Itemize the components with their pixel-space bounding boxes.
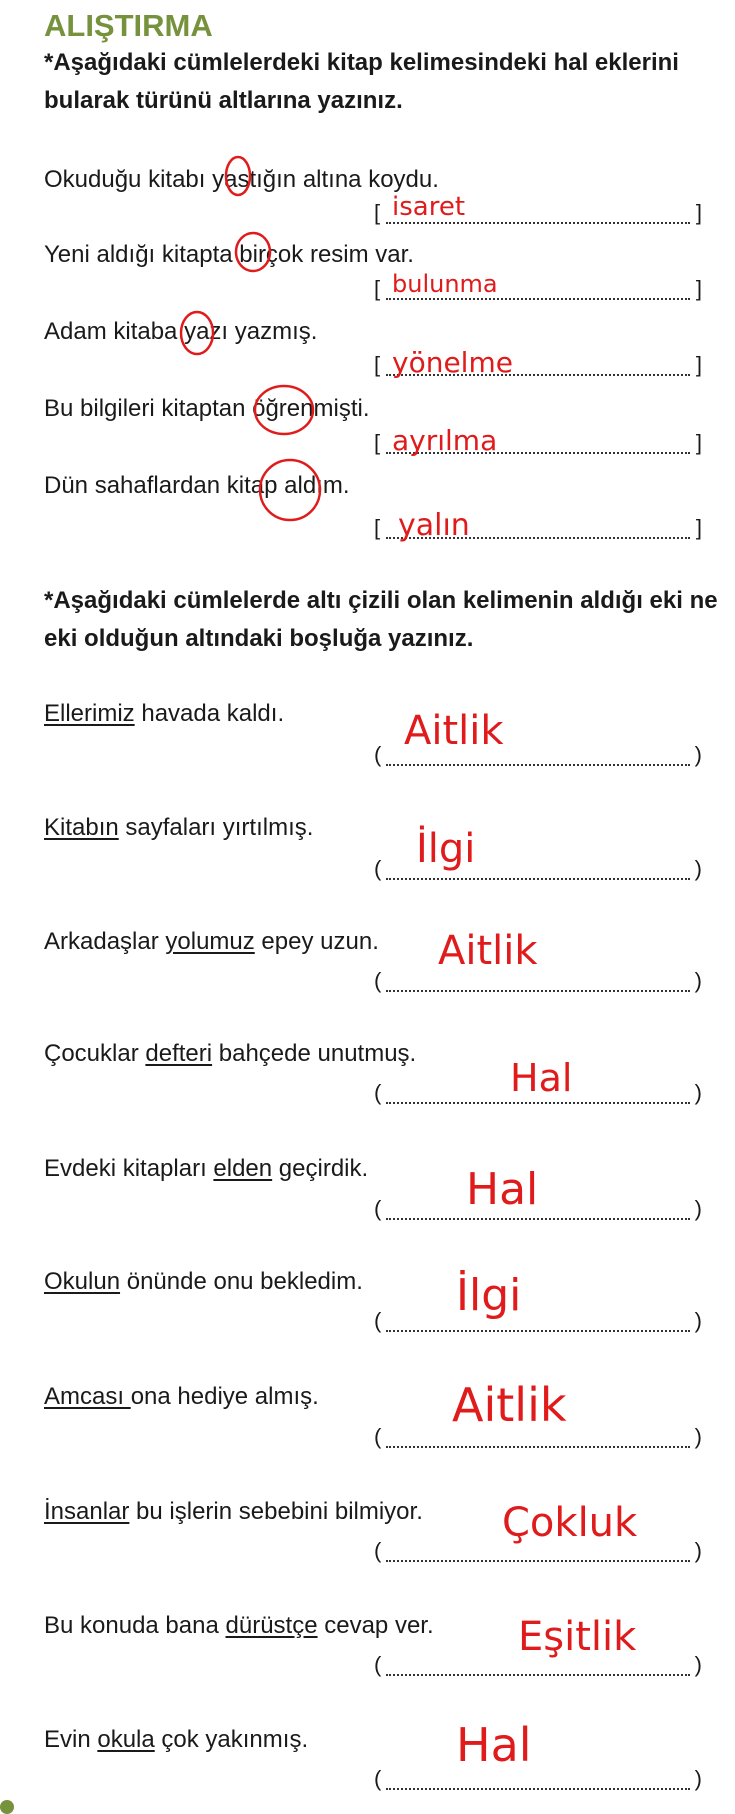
underlined-word: Okulun xyxy=(44,1268,121,1295)
sentence-2-10 xyxy=(44,1726,308,1754)
sentence-before: Arkadaşlar xyxy=(44,928,166,955)
underlined-word: İnsanlar xyxy=(44,1498,130,1525)
sentence-after: cevap ver. xyxy=(317,1612,434,1639)
paren-open: ( xyxy=(374,1424,382,1449)
paren-open: ( xyxy=(374,1766,382,1791)
sentence-before: Evdeki kitapları xyxy=(44,1155,214,1182)
sentence-1-3: Adam kitaba yazı yazmış. xyxy=(44,318,318,345)
paren-open: ( xyxy=(374,1538,382,1563)
dotted-line xyxy=(386,1330,690,1332)
dotted-line xyxy=(386,1788,690,1790)
paren-close: ) xyxy=(694,1766,702,1791)
underlined-word: okula xyxy=(97,1726,155,1753)
paren-close: ) xyxy=(694,742,702,767)
bracket-open: [ xyxy=(374,352,381,377)
sentence-2-8 xyxy=(44,1498,423,1526)
handwritten-answer-1-5: yalın xyxy=(398,508,470,543)
sentence-after: önünde onu bekledim. xyxy=(120,1268,363,1295)
dotted-line xyxy=(386,878,690,880)
paren-open: ( xyxy=(374,742,382,767)
dotted-line xyxy=(386,1446,690,1448)
paren-open: ( xyxy=(374,856,382,881)
bracket-close: ] xyxy=(695,200,702,225)
sentence-2-6 xyxy=(44,1268,363,1296)
handwritten-answer-2-3: Aitlik xyxy=(438,928,538,974)
handwritten-answer-2-5: Hal xyxy=(466,1164,539,1215)
sentence-1-5: Dün sahaflardan kitap aldım. xyxy=(44,472,350,499)
sentence-before: Çocuklar xyxy=(44,1040,146,1067)
paren-close: ) xyxy=(694,1196,702,1221)
bracket-open: [ xyxy=(374,430,381,455)
dotted-line xyxy=(386,1560,690,1562)
handwritten-answer-2-1: Aitlik xyxy=(404,708,504,754)
dotted-line xyxy=(386,990,690,992)
dotted-line xyxy=(386,1674,690,1676)
underlined-word: dürüstçe xyxy=(225,1612,318,1639)
instruction-2: *Aşağıdaki cümlelerde altı çizili olan kelimenin aldığı eki ne eki olduğun altındaki boşluğa yazınız. xyxy=(44,587,718,652)
underlined-word: Amcası xyxy=(44,1383,131,1410)
sentence-1-4: Bu bilgileri kitaptan öğrenmişti. xyxy=(44,395,370,422)
sentence-2-3 xyxy=(44,928,379,956)
sentence-after: geçirdik. xyxy=(272,1155,369,1182)
bracket-open: [ xyxy=(374,515,381,540)
paren-open: ( xyxy=(374,968,382,993)
underlined-word: defteri xyxy=(145,1040,213,1067)
underlined-word: yolumuz xyxy=(165,928,255,955)
dotted-line xyxy=(386,1102,690,1104)
dotted-line xyxy=(386,298,690,300)
sentence-2-1 xyxy=(44,700,284,728)
handwritten-answer-1-3: yönelme xyxy=(392,346,513,379)
sentence-after: bu işlerin sebebini bilmiyor. xyxy=(129,1498,423,1525)
answer-blank-2-10[interactable] xyxy=(374,1766,702,1796)
paren-close: ) xyxy=(694,968,702,993)
sentence-1-1: Okuduğu kitabı yastığın altına koydu. xyxy=(44,166,439,193)
handwritten-answer-1-4: ayrılma xyxy=(392,424,498,457)
bracket-close: ] xyxy=(695,515,702,540)
paren-close: ) xyxy=(694,1080,702,1105)
sentence-2-2 xyxy=(44,814,313,842)
paren-close: ) xyxy=(694,1538,702,1563)
paren-close: ) xyxy=(694,1308,702,1333)
page-corner-mark xyxy=(0,1800,14,1814)
bracket-close: ] xyxy=(695,430,702,455)
answer-blank-2-3[interactable] xyxy=(374,968,702,998)
bracket-close: ] xyxy=(695,352,702,377)
underlined-word: elden xyxy=(213,1155,273,1182)
handwritten-answer-1-2: bulunma xyxy=(392,270,498,298)
bracket-open: [ xyxy=(374,276,381,301)
handwritten-answer-2-8: Çokluk xyxy=(502,1500,638,1546)
handwritten-answer-2-4: Hal xyxy=(510,1056,573,1100)
handwritten-answer-2-7: Aitlik xyxy=(452,1378,567,1432)
handwritten-answer-1-1: isaret xyxy=(392,192,466,222)
sentence-after: epey uzun. xyxy=(254,928,379,955)
handwritten-answer-2-9: Eşitlik xyxy=(518,1614,637,1660)
dotted-line xyxy=(386,222,690,224)
sentence-2-7 xyxy=(44,1383,319,1411)
sentence-before: Bu konuda bana xyxy=(44,1612,226,1639)
bracket-open: [ xyxy=(374,200,381,225)
underlined-word: Ellerimiz xyxy=(44,700,135,727)
handwritten-answer-2-10: Hal xyxy=(456,1718,532,1772)
sentence-2-5 xyxy=(44,1155,368,1183)
paren-close: ) xyxy=(694,856,702,881)
paren-open: ( xyxy=(374,1080,382,1105)
dotted-line xyxy=(386,764,690,766)
sentence-2-9 xyxy=(44,1612,434,1640)
page-title: ALIŞTIRMA xyxy=(44,8,213,43)
paren-open: ( xyxy=(374,1196,382,1221)
sentence-after: çok yakınmış. xyxy=(154,1726,309,1753)
sentence-after: havada kaldı. xyxy=(134,700,285,727)
paren-close: ) xyxy=(694,1652,702,1677)
sentence-2-4 xyxy=(44,1040,416,1068)
sentence-after: sayfaları yırtılmış. xyxy=(118,814,314,841)
dotted-line xyxy=(386,1218,690,1220)
paren-open: ( xyxy=(374,1308,382,1333)
sentence-1-2: Yeni aldığı kitapta birçok resim var. xyxy=(44,241,414,268)
answer-blank-2-6[interactable] xyxy=(374,1308,702,1338)
instruction-1: *Aşağıdaki cümlelerdeki kitap kelimesindeki hal eklerini bularak türünü altlarına yazınız. xyxy=(44,49,679,114)
paren-close: ) xyxy=(694,1424,702,1449)
paren-open: ( xyxy=(374,1652,382,1677)
sentence-after: ona hediye almış. xyxy=(130,1383,319,1410)
sentence-after: bahçede unutmuş. xyxy=(212,1040,417,1067)
underlined-word: Kitabın xyxy=(44,814,119,841)
bracket-close: ] xyxy=(695,276,702,301)
handwritten-answer-2-2: İlgi xyxy=(416,826,476,872)
handwritten-answer-2-6: İlgi xyxy=(456,1270,522,1321)
sentence-before: Evin xyxy=(44,1726,98,1753)
